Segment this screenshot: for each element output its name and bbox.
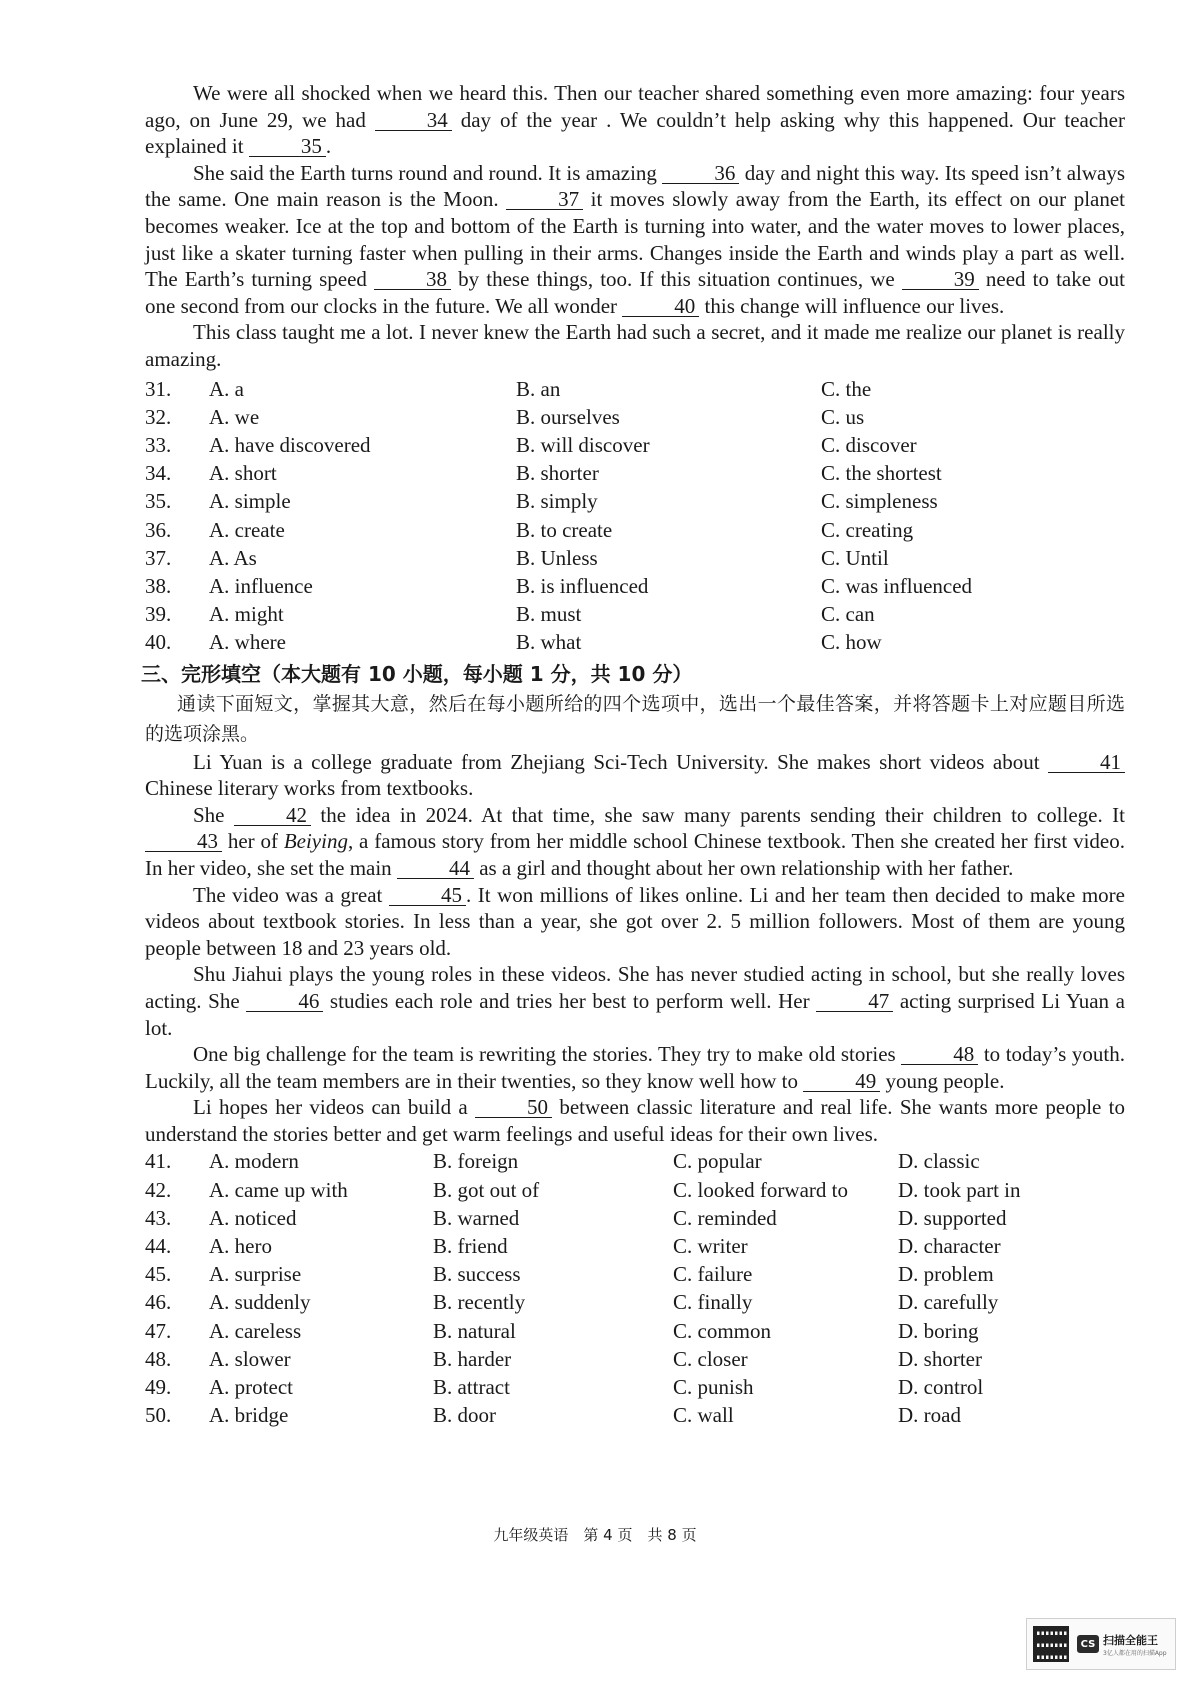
text-segment: her of <box>222 829 284 854</box>
option-d: D. carefully <box>898 1290 999 1315</box>
text-segment: Li Yuan is a college graduate from Zhejiang Sci-Tech University. She makes short videos about <box>193 749 1048 774</box>
option-a: A. came up with <box>209 1177 348 1202</box>
option-b: B. what <box>516 630 582 655</box>
blank-44: 44 <box>397 858 474 879</box>
option-row <box>145 1317 1125 1345</box>
text-segment: need to take out one second from our clocks in the future. We all wonder <box>145 267 1126 318</box>
option-b: B. simply <box>516 489 598 514</box>
blank-41: 41 <box>1048 752 1125 773</box>
option-row <box>145 1232 1125 1260</box>
option-c: C. creating <box>821 517 914 542</box>
option-b: B. friend <box>433 1234 508 1259</box>
blank-47: 47 <box>816 991 893 1012</box>
option-a: A. have discovered <box>209 432 371 457</box>
question-number: 31. <box>145 376 172 401</box>
question-number: 49. <box>145 1375 172 1400</box>
question-number: 32. <box>145 404 172 429</box>
text-segment: , a famous story from her middle school Chinese textbook. Then she created her first video. In her video, she set the main <box>145 829 1126 880</box>
text-segment: day of the year . We couldn’t help asking why this happened. Our teacher explained it <box>145 107 1125 159</box>
question-number: 44. <box>145 1234 172 1259</box>
text-segment: it moves slowly away from the Earth, its effect on our planet becomes weaker. Ice at the top and bottom of the Earth is turning into water, and the water moves to lower places, just like a skater turning faster when pulling in their arms. Changes inside the Earth and winds play a part as well. The Earth’s turning speed <box>145 187 1126 292</box>
paragraph <box>145 80 1125 160</box>
option-b: B. Unless <box>516 545 598 570</box>
option-row <box>145 1373 1125 1401</box>
text-segment: . <box>325 134 332 159</box>
option-row <box>145 1401 1125 1429</box>
option-b: B. got out of <box>433 1177 540 1202</box>
blank-46: 46 <box>246 991 323 1012</box>
blank-50: 50 <box>475 1097 552 1118</box>
option-a: A. we <box>209 404 260 429</box>
paragraph <box>145 882 1125 962</box>
blank-45: 45 <box>389 885 466 906</box>
option-row <box>145 628 1125 656</box>
watermark-subtitle: 3亿人都在用的扫描App <box>1103 1649 1167 1657</box>
option-c: C. the <box>821 376 872 401</box>
option-row <box>145 1147 1125 1175</box>
paragraph <box>145 1094 1125 1147</box>
text-segment: by these things, too. If this situation continues, we <box>451 267 902 292</box>
question-number: 36. <box>145 517 172 542</box>
option-b: B. natural <box>433 1318 516 1343</box>
option-d: D. shorter <box>898 1346 982 1371</box>
option-a: A. surprise <box>209 1262 302 1287</box>
option-row <box>145 1260 1125 1288</box>
option-row <box>145 544 1125 572</box>
text-segment: This class taught me a lot. I never knew the Earth had such a secret, and it made me realize our planet is really amazing. <box>145 320 1125 371</box>
option-row <box>145 572 1125 600</box>
question-number: 33. <box>145 432 172 457</box>
cloze-passage <box>145 749 1125 1148</box>
text-segment: the idea in 2024. At that time, she saw many parents sending their children to college. It <box>310 802 1125 827</box>
option-row <box>145 516 1125 544</box>
question-number: 45. <box>145 1262 172 1287</box>
text-segment: Chinese literary works from textbooks. <box>145 776 474 801</box>
option-a: A. protect <box>209 1375 293 1400</box>
option-row <box>145 1204 1125 1232</box>
option-a: A. might <box>209 602 284 627</box>
option-c: C. us <box>821 404 865 429</box>
option-c: C. reminded <box>673 1205 777 1230</box>
option-a: A. modern <box>209 1149 299 1174</box>
option-a: A. short <box>209 461 277 486</box>
text-segment: She <box>193 802 234 827</box>
blank-42: 42 <box>234 805 311 826</box>
blank-36: 36 <box>662 163 739 184</box>
option-d: D. classic <box>898 1149 980 1174</box>
text-segment: studies each role and tries her best to perform well. Her <box>323 988 817 1013</box>
section-instruction: 通读下面短文，掌握其大意，然后在每小题所给的四个选项中，选出一个最佳答案，并将答题卡上对应题目所选的选项涂黑。 <box>145 692 1125 745</box>
text-segment: to today’s youth. Luckily, all the team members are in their twenties, so they know well how to <box>145 1042 1125 1093</box>
option-b: B. to create <box>516 517 613 542</box>
blank-43: 43 <box>145 831 222 852</box>
question-number: 34. <box>145 461 172 486</box>
question-number: 50. <box>145 1403 172 1428</box>
text-segment: . It won millions of likes online. Li and her team then decided to make more videos about textbook stories. In less than a year, she got over 2. 5 million followers. Most of them are young people between 18 and 23 years old. <box>145 882 1125 960</box>
question-number: 37. <box>145 545 172 570</box>
option-c: C. discover <box>821 432 917 457</box>
option-row <box>145 487 1125 515</box>
camscanner-logo: CS <box>1077 1635 1099 1653</box>
option-row <box>145 459 1125 487</box>
text-segment: She said the Earth turns round and round. It is amazing <box>193 160 663 185</box>
blank-35: 35 <box>249 136 326 157</box>
blank-49: 49 <box>803 1071 880 1092</box>
option-c: C. was influenced <box>821 573 973 598</box>
options-list-41-50 <box>145 1147 1125 1429</box>
blank-39: 39 <box>902 269 979 290</box>
option-c: C. closer <box>673 1346 748 1371</box>
option-b: B. foreign <box>433 1149 519 1174</box>
text-segment: as a girl and thought about her own relationship with her father. <box>473 855 1014 880</box>
option-d: D. problem <box>898 1262 994 1287</box>
exam-page <box>141 80 1126 1430</box>
option-c: C. popular <box>673 1149 762 1174</box>
option-a: A. influence <box>209 573 313 598</box>
watermark-title: 扫描全能王 <box>1103 1633 1158 1647</box>
option-a: A. slower <box>209 1346 291 1371</box>
option-c: C. the shortest <box>821 461 942 486</box>
option-c: C. writer <box>673 1234 748 1259</box>
option-b: B. shorter <box>516 461 599 486</box>
option-d: D. supported <box>898 1205 1007 1230</box>
scanner-watermark <box>1026 1618 1176 1670</box>
blank-40: 40 <box>622 296 699 317</box>
text-segment: The video was a great <box>193 882 389 907</box>
option-d: D. took part in <box>898 1177 1021 1202</box>
page-footer: 九年级英语 第 4 页 共 8 页 <box>493 1526 697 1544</box>
option-c: C. Until <box>821 545 889 570</box>
text-segment: this change will influence our lives. <box>699 293 1005 318</box>
text-segment: acting surprised Li Yuan a lot. <box>145 988 1125 1040</box>
italic-title: Beiying <box>283 829 348 854</box>
paragraph <box>145 749 1125 802</box>
option-c: C. common <box>673 1318 771 1343</box>
paragraph <box>145 961 1125 1041</box>
option-c: C. simpleness <box>821 489 938 514</box>
text-segment: Shu Jiahui plays the young roles in these videos. She has never studied acting in school, but she really loves acting. She <box>145 962 1125 1013</box>
option-row <box>145 1345 1125 1373</box>
option-row <box>145 1288 1125 1316</box>
question-number: 40. <box>145 630 172 655</box>
question-number: 46. <box>145 1290 172 1315</box>
option-c: C. looked forward to <box>673 1177 848 1202</box>
option-a: A. a <box>209 376 244 401</box>
option-a: A. suddenly <box>209 1290 311 1315</box>
option-c: C. finally <box>673 1290 753 1315</box>
option-b: B. recently <box>433 1290 526 1315</box>
option-a: A. As <box>209 545 257 570</box>
option-b: B. will discover <box>516 432 650 457</box>
option-row <box>145 403 1125 431</box>
option-b: B. ourselves <box>516 404 620 429</box>
paragraph <box>145 802 1125 882</box>
option-a: A. create <box>209 517 285 542</box>
option-d: D. character <box>898 1234 1001 1259</box>
option-d: D. control <box>898 1375 984 1400</box>
option-c: C. failure <box>673 1262 753 1287</box>
option-a: A. careless <box>209 1318 302 1343</box>
text-segment: between classic literature and real life. She wants more people to understand the stories better and get warm feelings and useful ideas for their own lives. <box>145 1095 1125 1146</box>
option-a: A. simple <box>209 489 291 514</box>
option-row <box>145 1176 1125 1204</box>
option-b: B. is influenced <box>516 573 649 598</box>
blank-48: 48 <box>901 1044 978 1065</box>
option-c: C. punish <box>673 1375 754 1400</box>
option-row <box>145 375 1125 403</box>
option-a: A. bridge <box>209 1403 289 1428</box>
question-number: 41. <box>145 1149 172 1174</box>
question-number: 43. <box>145 1205 172 1230</box>
text-segment: Li hopes her videos can build a <box>193 1095 476 1120</box>
option-d: D. road <box>898 1403 961 1428</box>
qr-code-icon <box>1033 1626 1069 1662</box>
blank-38: 38 <box>374 269 451 290</box>
option-b: B. must <box>516 602 582 627</box>
paragraph <box>145 319 1125 372</box>
blank-34: 34 <box>375 110 452 131</box>
option-row <box>145 600 1125 628</box>
option-b: B. an <box>516 376 561 401</box>
option-c: C. wall <box>673 1403 734 1428</box>
question-number: 42. <box>145 1177 172 1202</box>
option-c: C. can <box>821 602 875 627</box>
reading-passage <box>145 80 1125 373</box>
option-b: B. success <box>433 1262 521 1287</box>
text-segment: We were all shocked when we heard this. Then our teacher shared something even more amazing: four years ago, on June 29, we had <box>145 81 1125 132</box>
option-b: B. warned <box>433 1205 520 1230</box>
option-d: D. boring <box>898 1318 979 1343</box>
option-c: C. how <box>821 630 882 655</box>
option-a: A. noticed <box>209 1205 297 1230</box>
blank-37: 37 <box>506 189 583 210</box>
option-b: B. door <box>433 1403 496 1428</box>
text-segment: young people. <box>880 1068 1005 1093</box>
question-number: 48. <box>145 1346 172 1371</box>
paragraph <box>145 160 1125 320</box>
text-segment: day and night this way. Its speed isn’t always the same. One main reason is the Moon. <box>145 160 1126 212</box>
question-number: 38. <box>145 573 172 598</box>
section-title: 三、完形填空（本大题有 10 小题，每小题 1 分，共 10 分） <box>141 661 693 686</box>
paragraph <box>145 1041 1125 1094</box>
options-list-31-40 <box>145 375 1125 657</box>
option-a: A. where <box>209 630 286 655</box>
watermark-text <box>1103 1632 1167 1657</box>
option-row <box>145 431 1125 459</box>
option-a: A. hero <box>209 1234 272 1259</box>
option-b: B. harder <box>433 1346 512 1371</box>
text-segment: One big challenge for the team is rewriting the stories. They try to make old stories <box>193 1042 902 1067</box>
question-number: 35. <box>145 489 172 514</box>
question-number: 47. <box>145 1318 172 1343</box>
option-b: B. attract <box>433 1375 510 1400</box>
question-number: 39. <box>145 602 172 627</box>
